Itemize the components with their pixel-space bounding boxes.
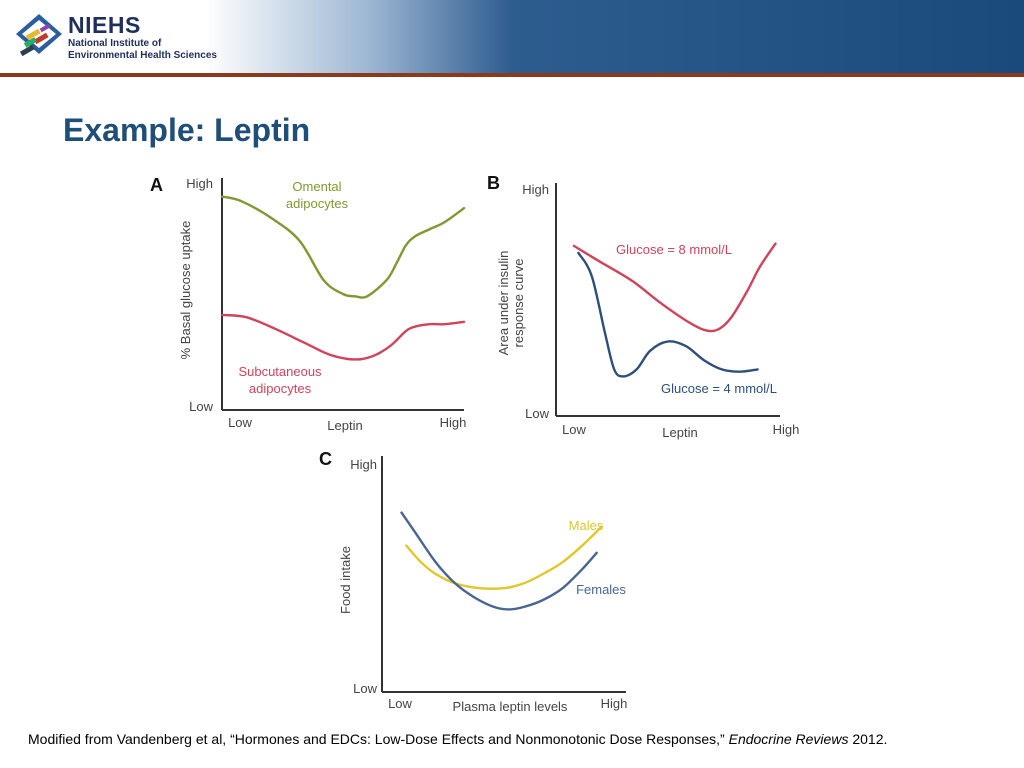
citation: [28, 731, 1018, 747]
chart-c-series-females-label: [576, 582, 626, 597]
chart-a-series-subcutaneous-adipocytes-line: [222, 315, 464, 360]
chart-c-x-tick-high: High: [600, 696, 628, 711]
logo-name: NIEHS: [68, 12, 141, 38]
chart-a-series-omental-adipocytes-label: [286, 179, 349, 211]
chart-c-y-tick-high: High: [350, 457, 377, 472]
logo-subtitle-line1: National Institute of: [68, 38, 162, 49]
chart-b-x-tick-low: Low: [562, 422, 586, 437]
chart-a-series-label-line: Subcutaneous: [238, 364, 322, 379]
citation-year: 2012.: [848, 731, 888, 747]
chart-b-series-label-line: Glucose = 8 mmol/L: [616, 242, 732, 257]
chart-a-panel-label: A: [150, 175, 163, 195]
chart-b-x-tick-high: High: [772, 422, 800, 437]
chart-b-y-tick-low: Low: [525, 406, 549, 421]
chart-a-series-label-line: adipocytes: [285, 196, 349, 211]
chart-c-series-males-label: [569, 518, 604, 533]
chart-c-x-axis-label: Plasma leptin levels: [452, 699, 568, 714]
chart-c-x-tick-low: Low: [388, 696, 412, 711]
chart-a-series-label-line: Omental: [292, 179, 342, 194]
chart-b-y-axis-label-line: Area under insulin: [496, 250, 511, 356]
chart-a-series-omental-adipocytes-line: [222, 197, 464, 298]
chart-a-y-axis-label: % Basal glucose uptake: [178, 220, 193, 360]
chart-a-series-subcutaneous-adipocytes-label: [238, 364, 322, 396]
chart-b-y-tick-high: High: [522, 182, 549, 197]
chart-c-series-females-line: [402, 513, 597, 610]
logo-subtitle-line2: Environmental Health Sciences: [68, 50, 217, 61]
chart-b-series-glucose-8-mmol-l-label: [616, 242, 732, 257]
chart-b-series-glucose-4-mmol-l-label: [661, 381, 777, 396]
chart-b-panel-label: B: [487, 173, 500, 193]
chart-c-panel-label: C: [319, 449, 332, 469]
chart-a-y-tick-high: High: [186, 176, 213, 191]
chart-c-series-label-line: Females: [576, 582, 626, 597]
chart-a-x-tick-low: Low: [228, 415, 252, 430]
chart-c-series-label-line: Males: [568, 518, 604, 533]
chart-c-y-tick-low: Low: [353, 681, 377, 696]
citation-text: Modified from Vandenberg et al, “Hormones and EDCs: Low-Dose Effects and Nonmonotonic Dose Responses,”: [28, 731, 729, 747]
chart-a-series-label-line: adipocytes: [248, 381, 312, 396]
chart-a-x-axis-label: Leptin: [327, 418, 363, 433]
chart-a-x-tick-high: High: [439, 415, 467, 430]
slide-title: Example: Leptin: [63, 112, 311, 148]
chart-c-y-axis-label: Food intake: [338, 546, 353, 614]
chart-a-y-tick-low: Low: [189, 399, 213, 414]
chart-b-series-label-line: Glucose = 4 mmol/L: [661, 381, 777, 396]
chart-b-y-axis-label-line: response curve: [511, 258, 526, 348]
chart-b-y-axis-label: [496, 251, 526, 356]
chart-b-x-axis-label: Leptin: [662, 425, 698, 440]
chart-b-series-glucose-4-mmol-l-line: [578, 253, 757, 377]
citation-journal: Endocrine Reviews: [728, 731, 849, 747]
